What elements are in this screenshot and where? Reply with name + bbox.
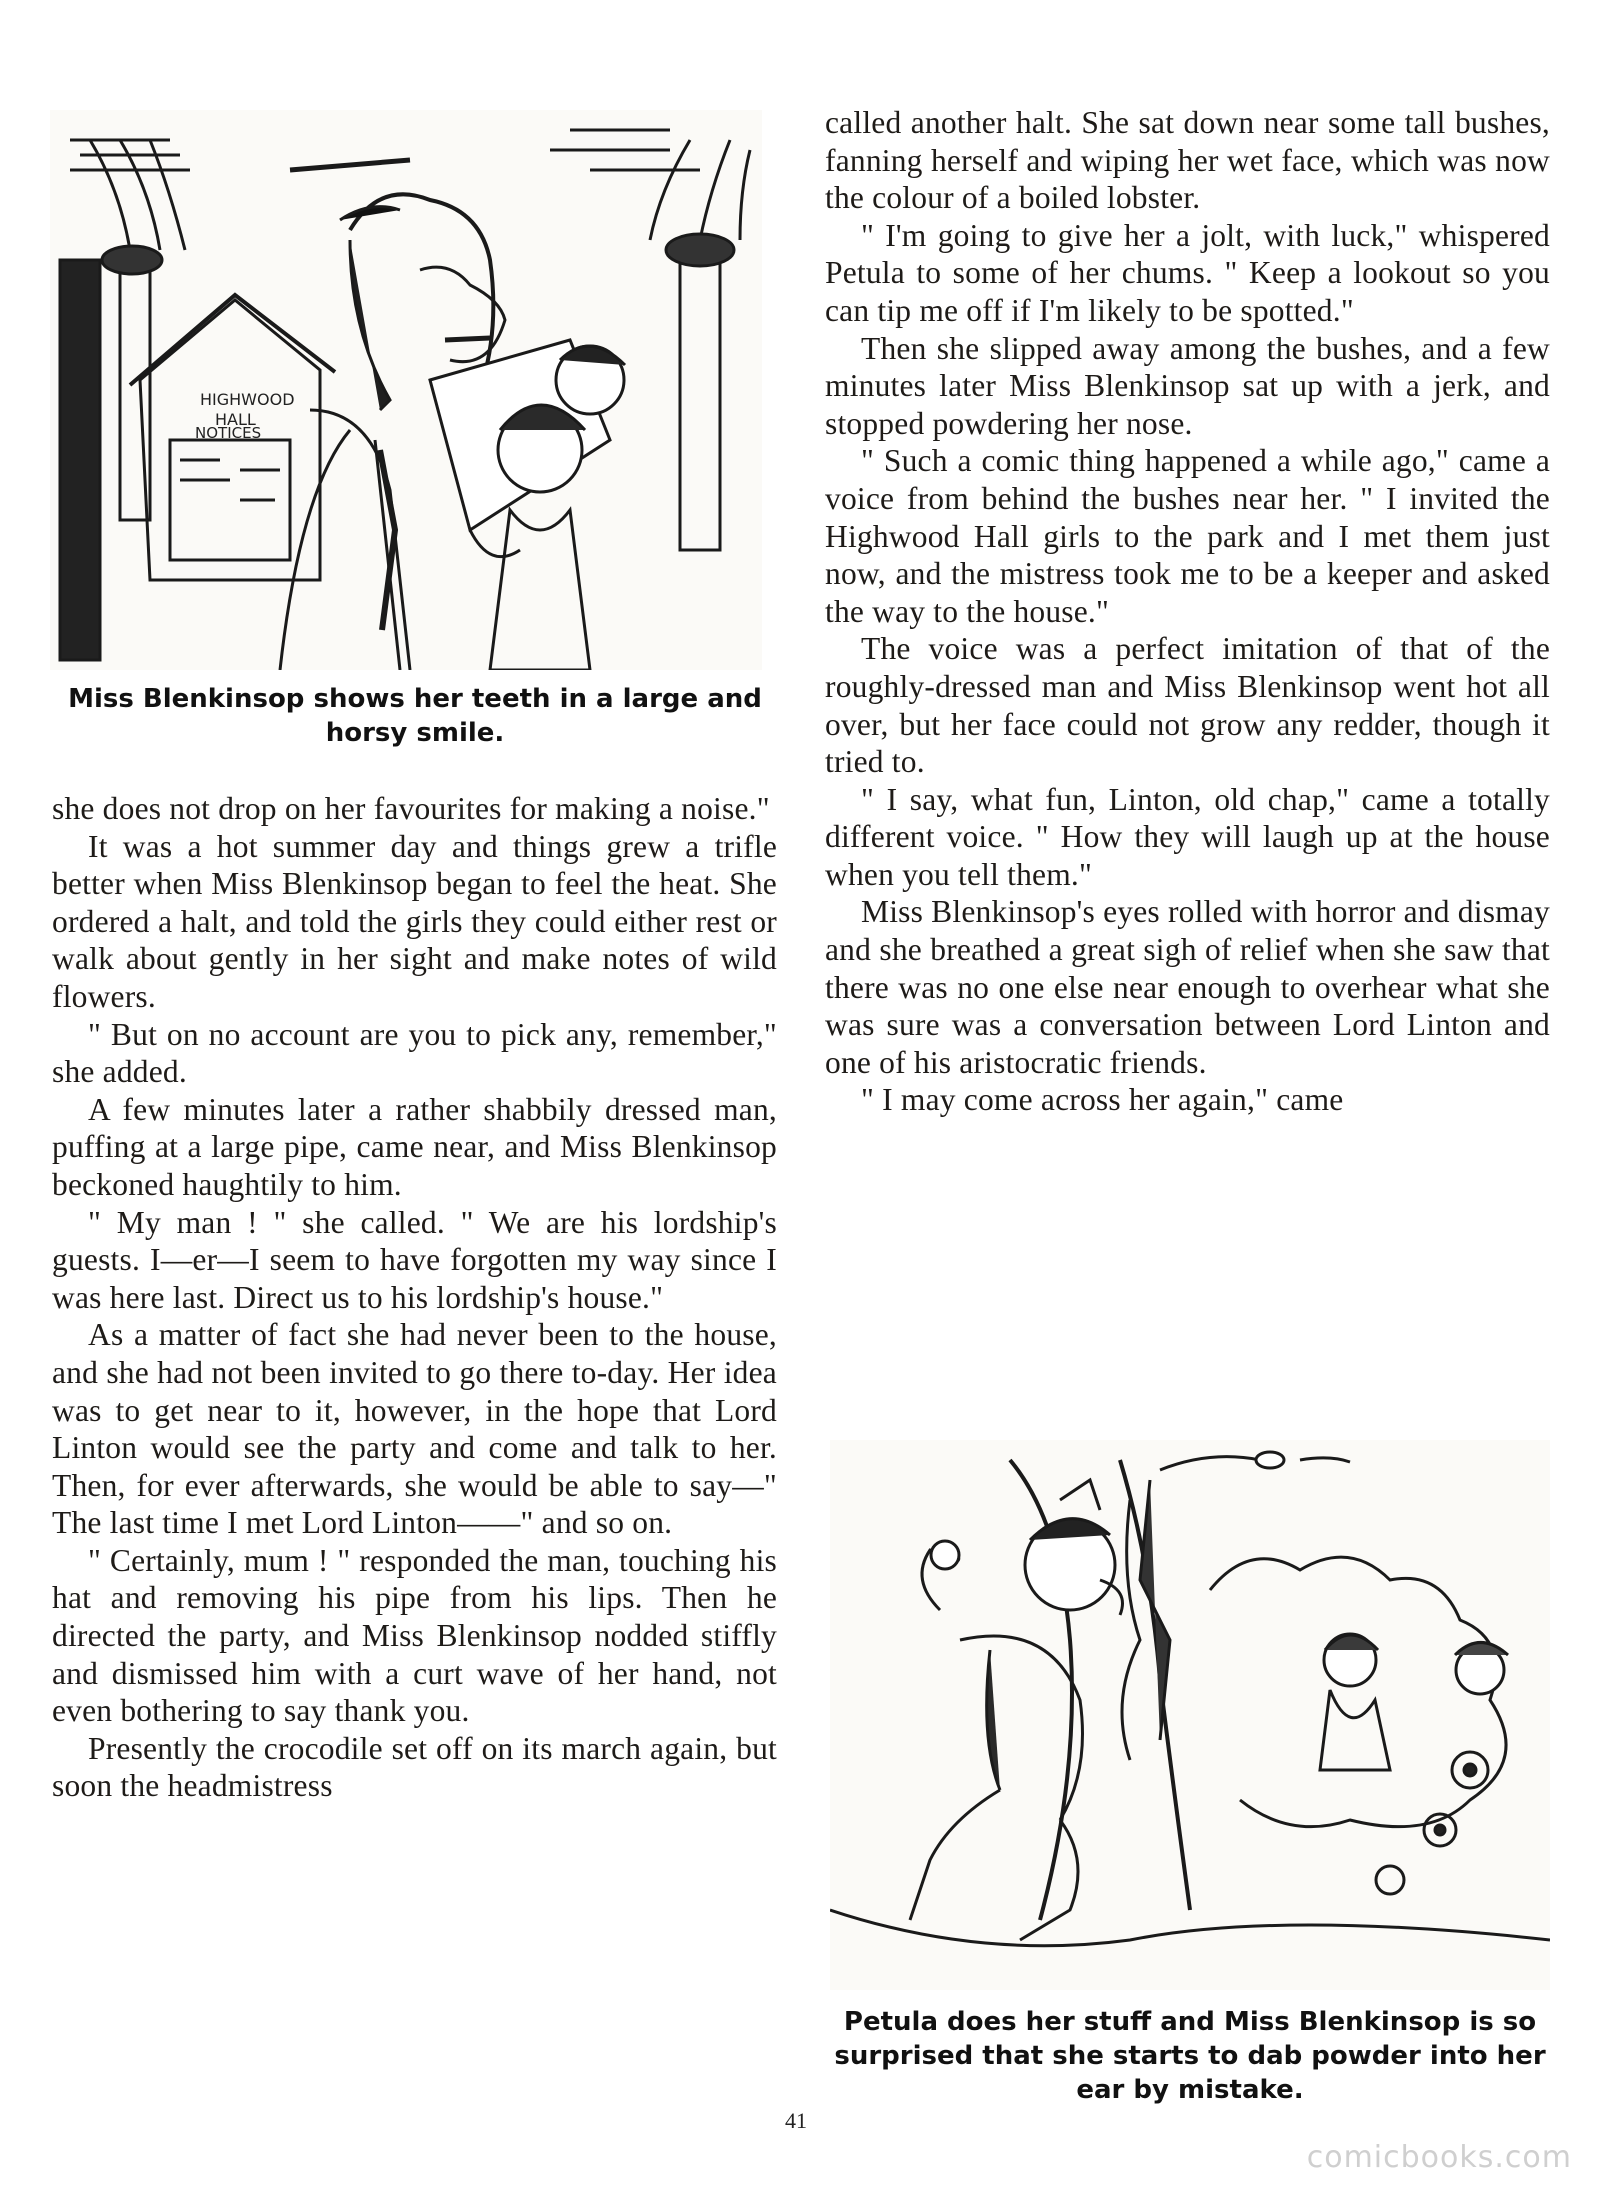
paragraph: " I'm going to give her a jolt, with luck," whispered Petula to some of her chums. " Keep a lookout so you can tip me off if I'm likely to be spotted." (825, 217, 1550, 328)
illustration-top-svg (50, 110, 762, 670)
signboard-line1: HIGHWOOD (200, 390, 295, 409)
signboard-line3: NOTICES (195, 424, 262, 442)
paragraph: It was a hot summer day and things grew a trifle better when Miss Blenkinsop began to feel the heat. She ordered a halt, and told the girls they could either rest or walk about gently in her sight and make notes of wild flowers. (52, 828, 777, 1014)
paragraph: she does not drop on her favourites for making a noise." (52, 791, 770, 826)
caption-top: Miss Blenkinsop shows her teeth in a large and horsy smile. (68, 684, 762, 748)
paragraph: " I say, what fun, Linton, old chap," came a totally different voice. " How they will laugh up at the house when you tell them." (825, 781, 1550, 892)
illustration-miss-blenkinsop-reading (50, 110, 762, 670)
caption-bottom: Petula does her stuff and Miss Blenkinsop is so surprised that she starts to dab powder into her ear by mistake. (834, 2007, 1546, 2105)
paragraph: The voice was a perfect imitation of that of the roughly-dressed man and Miss Blenkinsop went hot all over, but her face could not grow any redder, though it tried to. (825, 631, 1550, 780)
watermark: comicbooks.com (1306, 2140, 1572, 2175)
paragraph: Presently the crocodile set off on its march again, but soon the headmistress (52, 1730, 777, 1804)
paragraph: Miss Blenkinsop's eyes rolled with horror and dismay and she breathed a great sigh of relief when she saw that there was no one else near enough to overhear what she was sure was a conversation between Lord Linton and one of his aristocratic friends. (825, 894, 1550, 1080)
right-column (825, 104, 1550, 1119)
paragraph: " But on no account are you to pick any, remember," she added. (52, 1016, 777, 1090)
illustration-bottom-svg (830, 1440, 1550, 1990)
left-column (52, 790, 777, 1805)
illustration-powder-in-ear (830, 1440, 1550, 1990)
paragraph: called another halt. She sat down near some tall bushes, fanning herself and wiping her wet face, which was now the colour of a boiled lobster. (825, 105, 1550, 216)
paragraph: As a matter of fact she had never been to the house, and she had not been invited to go there to-day. Her idea was to get near to it, however, in the hope that Lord Linton would see the party and come and talk to her. Then, for ever afterwards, she would be able to say—" The last time I met Lord Linton——" and so on. (52, 1317, 777, 1541)
paragraph: " Such a comic thing happened a while ago," came a voice from behind the bushes near her. " I invited the Highwood Hall girls to the park and I met them just now, and the mistress took me to be a keeper and asked the way to the house." (825, 443, 1550, 629)
paragraph: " I may come across her again," came (861, 1082, 1344, 1118)
page-number: 41 (785, 2108, 807, 2133)
paragraph: Then she slipped away among the bushes, and a few minutes later Miss Blenkinsop sat up with a jerk, and stopped powdering her nose. (825, 330, 1550, 441)
signboard-line2: HALL (215, 410, 256, 429)
paragraph: " My man ! " she called. " We are his lordship's guests. I—er—I seem to have forgotten my way since I was here last. Direct us to his lordship's house." (52, 1204, 777, 1315)
paragraph: " Certainly, mum ! " responded the man, touching his hat and removing his pipe from his lips. Then he directed the party, and Miss Blenkinsop nodded stiffly and dismissed him with a curt wave of her hand, not even bothering to say thank you. (52, 1542, 777, 1729)
paragraph: A few minutes later a rather shabbily dressed man, puffing at a large pipe, came near, and Miss Blenkinsop beckoned haughtily to him. (52, 1091, 777, 1202)
